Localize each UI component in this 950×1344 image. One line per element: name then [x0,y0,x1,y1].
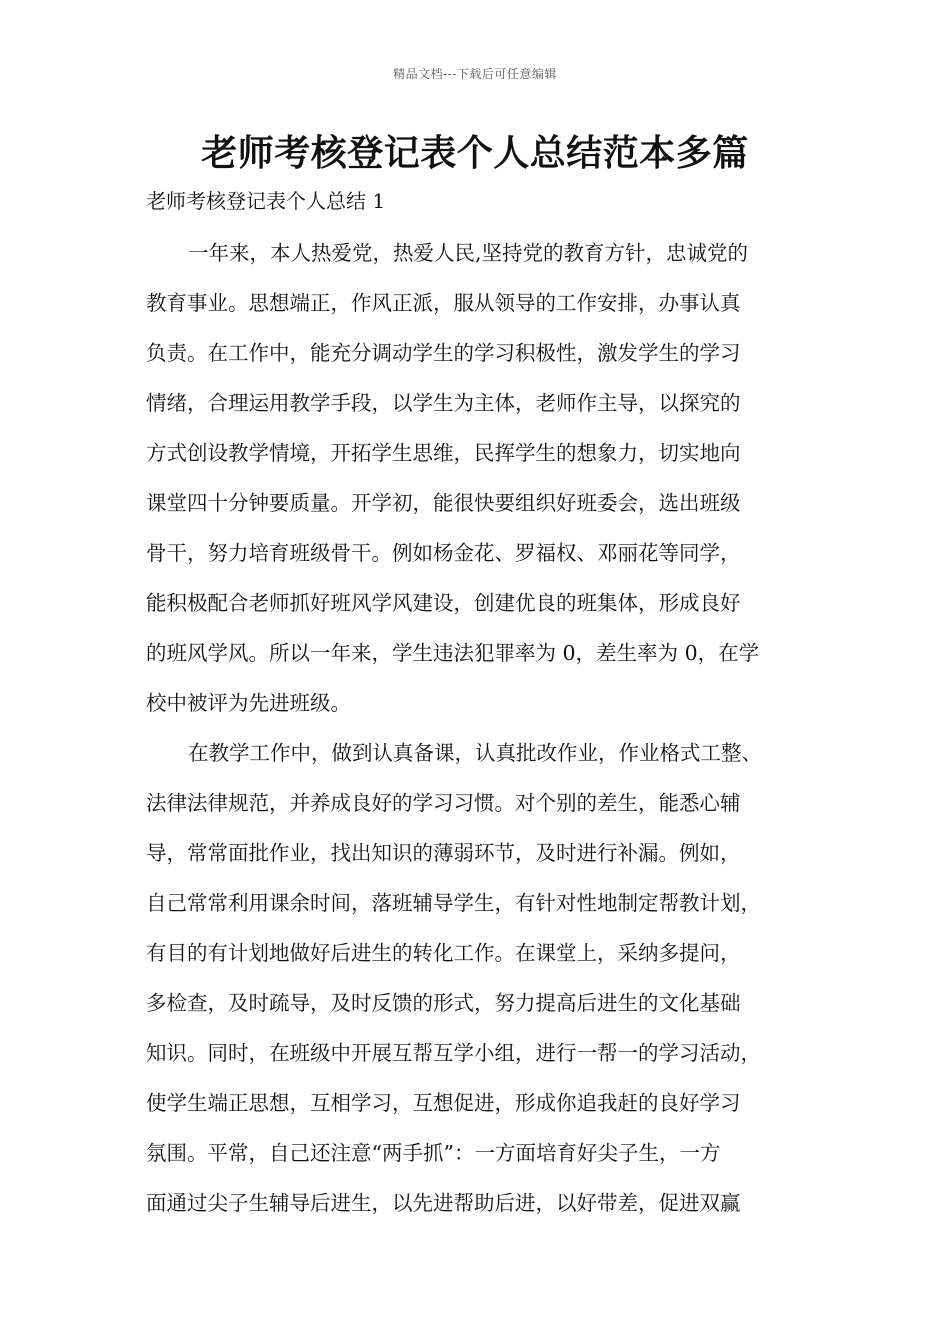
paragraph-line: 使学生端正思想，互相学习，互想促进，形成你追我赶的良好学习 [146,1091,741,1115]
paragraph-line: 方式创设教学情境，开拓学生思维，民挥学生的想象力，切实地向 [146,441,741,465]
paragraph-line: 自己常常利用课余时间，落班辅导学生，有针对性地制定帮教计划， [146,891,761,915]
paragraph-line: 在教学工作中，做到认真备课，认真批改作业，作业格式工整、 [188,741,762,765]
paragraph-line: 教育事业。思想端正，作风正派，服从领导的工作安排，办事认真 [146,291,741,315]
paragraph-line: 有目的有计划地做好后进生的转化工作。在课堂上，采纳多提问， [146,941,741,965]
paragraph-line: 导，常常面批作业，找出知识的薄弱环节，及时进行补漏。例如， [146,841,741,865]
paragraph-line: 校中被评为先进班级。 [146,691,351,715]
header-note: 精品文档---下载后可任意编辑 [393,67,557,81]
paragraph-line: 课堂四十分钟要质量。开学初，能很快要组织好班委会，选出班级 [146,491,741,515]
paragraph-line: 多检查，及时疏导，及时反馈的形式，努力提高后进生的文化基础 [146,991,741,1015]
paragraph-line: 骨干，努力培育班级骨干。例如杨金花、罗福权、邓丽花等同学， [146,541,741,565]
paragraph-2 [146,728,826,1228]
paragraph-line: 情绪，合理运用教学手段，以学生为主体，老师作主导，以探究的 [146,391,741,415]
paragraph-line: 负责。在工作中，能充分调动学生的学习积极性，激发学生的学习 [146,341,741,365]
paragraph-line: 能积极配合老师抓好班风学风建设，创建优良的班集体，形成良好 [146,591,741,615]
paragraph-line: 法律法律规范，并养成良好的学习习惯。对个别的差生，能悉心辅 [146,791,741,815]
paragraph-line: 面通过尖子生辅导后进生，以先进帮助后进，以好带差，促进双赢 [146,1191,741,1215]
document-title: 老师考核登记表个人总结范本多篇 [201,133,749,174]
body-text [146,228,826,1228]
paragraph-line: 的班风学风。所以一年来，学生违法犯罪率为 0，差生率为 0，在学 [146,641,760,665]
paragraph-line: 知识。同时，在班级中开展互帮互学小组，进行一帮一的学习活动， [146,1041,761,1065]
paragraph-1 [146,228,826,728]
paragraph-line: 氛围。平常，自己还注意“两手抓”：一方面培育好尖子生，一方 [146,1141,721,1165]
paragraph-line: 一年来，本人热爱党，热爱人民,坚持党的教育方针，忠诚党的 [188,241,749,265]
section-subtitle: 老师考核登记表个人总结 1 [146,189,386,213]
